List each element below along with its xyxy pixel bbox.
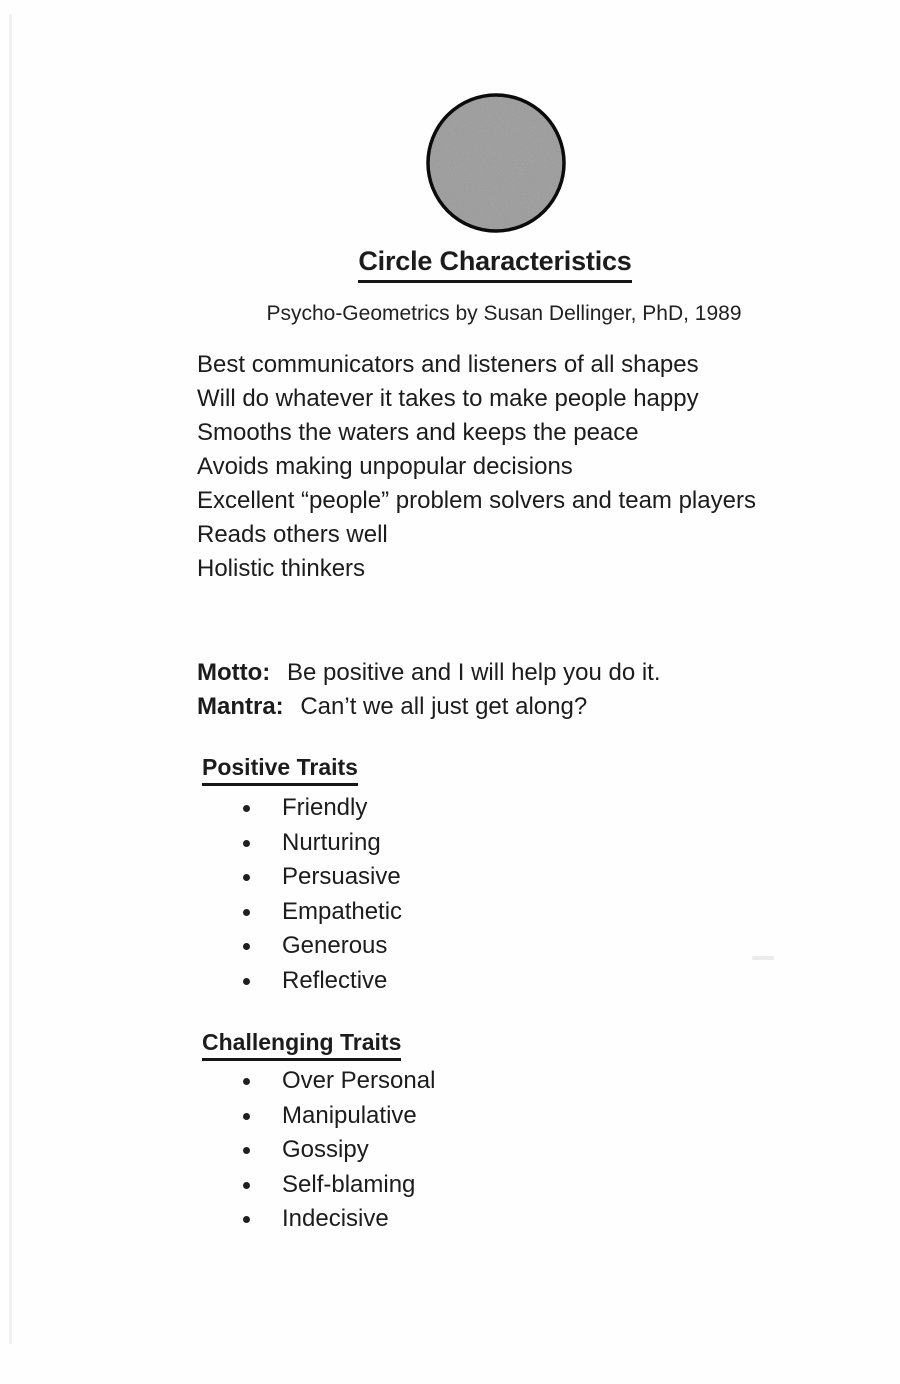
positive-traits-list [197,791,697,998]
bullet-dot-icon [243,909,250,916]
list-item: Nurturing [197,826,697,861]
positive-traits-heading: Positive Traits [202,754,358,786]
bullet-dot-icon [243,1147,250,1154]
list-item: Empathetic [197,895,697,930]
list-item: Generous [197,929,697,964]
challenging-traits-heading: Challenging Traits [202,1029,401,1061]
characteristic-line: Avoids making unpopular decisions [197,453,573,480]
bullet-dot-icon [243,874,250,881]
scan-artifact-line [9,14,12,1344]
page-subtitle: Psycho-Geometrics by Susan Dellinger, PhD, 1989 [266,302,742,325]
mantra-label: Mantra: [197,693,284,720]
list-item: Manipulative [197,1099,697,1134]
scan-artifact-smudge [752,956,774,960]
motto-line [197,656,837,690]
list-item: Over Personal [197,1064,697,1099]
motto-text: Be positive and I will help you do it. [286,659,661,686]
circle-shape-image [425,92,567,234]
characteristic-line: Reads others well [197,521,388,548]
characteristic-line: Holistic thinkers [197,555,366,582]
characteristics-list [197,348,777,586]
bullet-dot-icon [243,943,250,950]
bullet-dot-icon [243,978,250,985]
gray-circle-icon [425,92,567,234]
mantra-text: Can’t we all just get along? [300,693,588,720]
motto-mantra-block [197,656,837,724]
characteristic-line: Best communicators and listeners of all shapes [197,351,699,378]
list-item: Self-blaming [197,1168,697,1203]
bullet-dot-icon [243,1078,250,1085]
list-item: Reflective [197,964,697,999]
characteristic-line: Excellent “people” problem solvers and team players [197,487,756,514]
page-title-row [195,246,795,283]
bullet-dot-icon [243,1216,250,1223]
bullet-dot-icon [243,1113,250,1120]
bullet-dot-icon [243,840,250,847]
list-item: Friendly [197,791,697,826]
bullet-dot-icon [243,1182,250,1189]
list-item: Gossipy [197,1133,697,1168]
bullet-dot-icon [243,805,250,812]
list-item: Indecisive [197,1202,697,1237]
challenging-traits-list [197,1064,697,1237]
motto-label: Motto: [197,659,271,686]
mantra-line [197,690,837,724]
characteristic-line: Smooths the waters and keeps the peace [197,419,639,446]
characteristic-line: Will do whatever it takes to make people happy [197,385,699,412]
page-title: Circle Characteristics [358,246,631,283]
list-item: Persuasive [197,860,697,895]
